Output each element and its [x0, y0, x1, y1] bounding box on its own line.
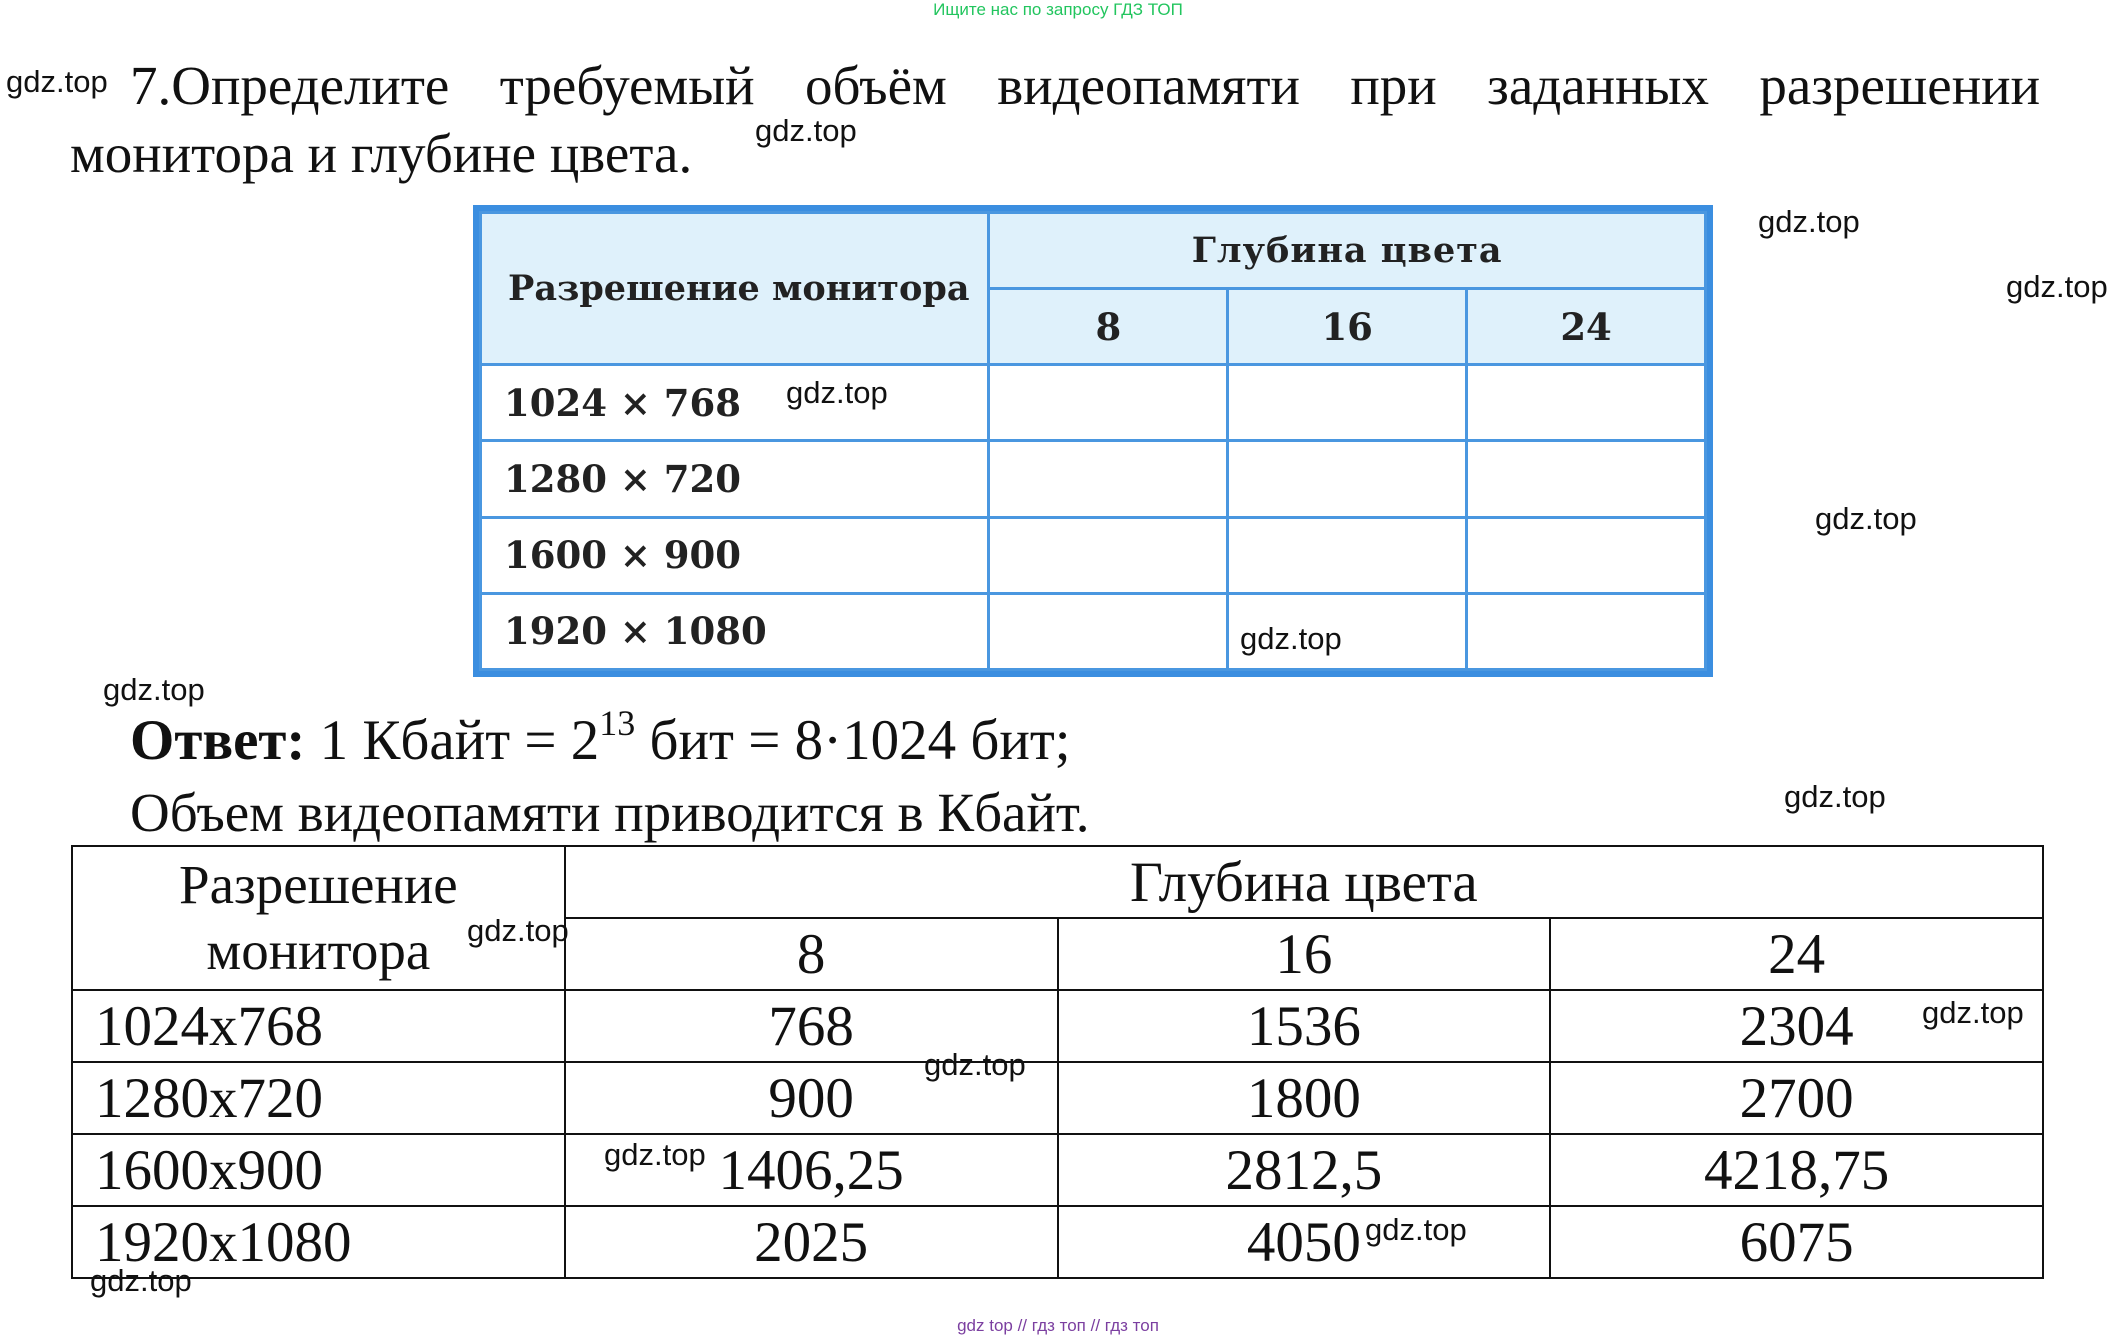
resolution-cell: 1600 × 900 — [481, 517, 989, 593]
answer-depth-header-24: 24 — [1550, 918, 2043, 990]
resolution-cell: 1280x720 — [72, 1062, 565, 1134]
empty-cell — [989, 517, 1228, 593]
watermark: gdz.top — [755, 113, 857, 148]
resolution-cell: 1920x1080 — [72, 1206, 565, 1278]
resolution-cell: 1920 × 1080 — [481, 593, 989, 669]
formula-part-2: бит = 8·1024 бит; — [635, 709, 1071, 772]
resolution-header-line-1: Разрешение — [179, 854, 458, 915]
formula-part-1: 1 Кбайт = 2 — [305, 709, 600, 772]
color-depth-header: Глубина цвета — [989, 213, 1706, 289]
empty-cell — [1467, 365, 1706, 441]
top-banner[interactable]: Ищите нас по запросу ГДЗ ТОП — [933, 0, 1183, 19]
empty-cell — [1228, 517, 1467, 593]
watermark: gdz.top — [2006, 269, 2108, 304]
table-row — [481, 517, 1706, 593]
empty-cell — [1228, 365, 1467, 441]
empty-cell — [1467, 441, 1706, 517]
resolution-cell: 1600x900 — [72, 1134, 565, 1206]
watermark: gdz.top — [467, 913, 569, 948]
watermark: gdz.top — [1240, 621, 1342, 656]
value-cell: 2700 — [1550, 1062, 2043, 1134]
table-row — [72, 990, 2043, 1062]
watermark: gdz.top — [924, 1047, 1026, 1082]
table-row — [72, 1134, 2043, 1206]
answer-formula — [130, 703, 1071, 772]
depth-header-16: 16 — [1228, 289, 1467, 365]
value-cell: 1536 — [1058, 990, 1551, 1062]
value-cell: 2812,5 — [1058, 1134, 1551, 1206]
watermark: gdz.top — [90, 1263, 192, 1298]
value-cell: 6075 — [1550, 1206, 2043, 1278]
textbook-table — [473, 205, 1713, 677]
answer-table — [71, 845, 2044, 1274]
task-text-line-1: 7.Определите требуемый объём видеопамяти при заданных разрешении — [130, 55, 2040, 116]
table-row — [72, 1062, 2043, 1134]
value-cell: 2304 — [1550, 990, 2043, 1062]
formula-exponent: 13 — [599, 703, 636, 743]
value-cell: 1800 — [1058, 1062, 1551, 1134]
resolution-cell: 1024x768 — [72, 990, 565, 1062]
empty-cell — [1467, 593, 1706, 669]
value-cell: 768 — [565, 990, 1058, 1062]
bottom-banner[interactable]: gdz top // гдз топ // гдз топ — [957, 1316, 1159, 1335]
watermark: gdz.top — [786, 375, 888, 410]
answer-depth-header-16: 16 — [1058, 918, 1551, 990]
value-cell: 900 — [565, 1062, 1058, 1134]
watermark: gdz.top — [103, 672, 205, 707]
value-cell: 4218,75 — [1550, 1134, 2043, 1206]
value-cell: 1406,25 — [565, 1134, 1058, 1206]
table-row — [481, 593, 1706, 669]
watermark: gdz.top — [1815, 501, 1917, 536]
answer-label: Ответ: — [130, 709, 306, 772]
value-cell: 2025 — [565, 1206, 1058, 1278]
resolution-header-line-2: монитора — [206, 920, 431, 981]
table-row — [481, 441, 1706, 517]
empty-cell — [989, 593, 1228, 669]
depth-header-8: 8 — [989, 289, 1228, 365]
empty-cell — [1467, 517, 1706, 593]
empty-cell — [989, 365, 1228, 441]
watermark: gdz.top — [1784, 779, 1886, 814]
resolution-cell: 1024 × 768 — [481, 365, 989, 441]
value-cell: 4050 — [1058, 1206, 1551, 1278]
empty-cell — [1228, 441, 1467, 517]
task-text-line-2: монитора и глубине цвета. — [70, 123, 693, 184]
watermark: gdz.top — [1365, 1212, 1467, 1247]
watermark: gdz.top — [6, 64, 108, 99]
resolution-header: Разрешение монитора — [481, 213, 989, 365]
watermark: gdz.top — [1758, 204, 1860, 239]
table-row — [72, 1206, 2043, 1278]
watermark: gdz.top — [1922, 995, 2024, 1030]
answer-color-depth-header: Глубина цвета — [565, 846, 2043, 918]
watermark: gdz.top — [604, 1137, 706, 1172]
depth-header-24: 24 — [1467, 289, 1706, 365]
answer-depth-header-8: 8 — [565, 918, 1058, 990]
answer-note: Объем видеопамяти приводится в Кбайт. — [130, 782, 1090, 843]
resolution-cell: 1280 × 720 — [481, 441, 989, 517]
empty-cell — [989, 441, 1228, 517]
table-row — [481, 365, 1706, 441]
